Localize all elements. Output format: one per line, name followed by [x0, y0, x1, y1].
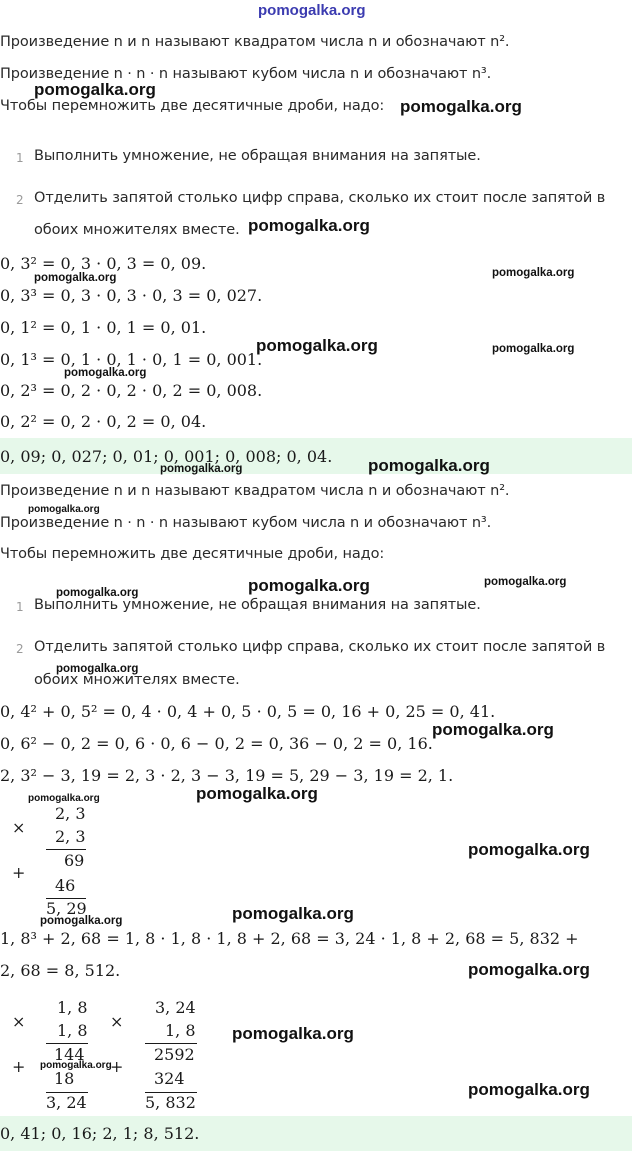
- multiplicand: 3, 24: [155, 998, 196, 1017]
- square-definition: Произведение n и n называют квадратом числа n и обозначают n².: [0, 34, 510, 50]
- watermark: pomogalka.org: [248, 576, 370, 595]
- watermark: pomogalka.org: [492, 267, 575, 279]
- watermark: pomogalka.org: [248, 216, 370, 235]
- watermark: pomogalka.org: [40, 915, 123, 927]
- answer-text: 0, 41; 0, 16; 2, 1; 8, 512.: [0, 1124, 200, 1143]
- step-number: 1: [16, 151, 24, 165]
- watermark: pomogalka.org: [232, 904, 354, 923]
- equation: 0, 1³ = 0, 1 · 0, 1 · 0, 1 = 0, 001.: [0, 350, 263, 369]
- equation: 0, 4² + 0, 5² = 0, 4 · 0, 4 + 0, 5 · 0, 5 = 0, 16 + 0, 25 = 0, 41.: [0, 702, 496, 721]
- watermark: pomogalka.org: [196, 784, 318, 803]
- watermark: pomogalka.org: [468, 1080, 590, 1099]
- equation: 0, 3³ = 0, 3 · 0, 3 · 0, 3 = 0, 027.: [0, 286, 263, 305]
- plus-sign: +: [12, 863, 26, 882]
- column-rule: [46, 849, 86, 850]
- plus-sign: +: [12, 1057, 26, 1076]
- equation: 1, 8³ + 2, 68 = 1, 8 · 1, 8 · 1, 8 + 2, 68 = 3, 24 · 1, 8 + 2, 68 = 5, 832 +: [0, 929, 579, 948]
- watermark: pomogalka.org: [400, 97, 522, 116]
- step-number: 1: [16, 600, 24, 614]
- step-text-continued: обоих множителях вместе.: [34, 672, 240, 688]
- equation: 0, 6² − 0, 2 = 0, 6 · 0, 6 − 0, 2 = 0, 36 − 0, 2 = 0, 16.: [0, 734, 433, 753]
- times-sign: ×: [110, 1012, 124, 1031]
- step-text-continued: обоих множителях вместе.: [34, 222, 240, 238]
- watermark: pomogalka.org: [492, 343, 575, 355]
- multiplier: 1, 8: [57, 1021, 88, 1040]
- times-sign: ×: [12, 818, 26, 837]
- rule-intro: Чтобы перемножить две десятичные дроби, надо:: [0, 98, 385, 114]
- partial-product: 18: [54, 1069, 75, 1088]
- watermark: pomogalka.org: [28, 793, 100, 804]
- watermark: pomogalka.org: [56, 663, 139, 675]
- multiplicand: 1, 8: [57, 998, 88, 1017]
- watermark: pomogalka.org: [34, 272, 117, 284]
- watermark-top: pomogalka.org: [258, 2, 366, 19]
- equation: 0, 2² = 0, 2 · 0, 2 = 0, 04.: [0, 412, 207, 431]
- watermark: pomogalka.org: [40, 1060, 112, 1071]
- watermark: pomogalka.org: [484, 576, 567, 588]
- watermark: pomogalka.org: [232, 1024, 354, 1043]
- equation: 0, 3² = 0, 3 · 0, 3 = 0, 09.: [0, 254, 207, 273]
- watermark: pomogalka.org: [34, 80, 156, 99]
- multiplier: 2, 3: [55, 827, 86, 846]
- watermark: pomogalka.org: [468, 840, 590, 859]
- step-text: Выполнить умножение, не обращая внимания на запятые.: [34, 148, 481, 164]
- equation: 2, 3² − 3, 19 = 2, 3 · 2, 3 − 3, 19 = 5, 29 − 3, 19 = 2, 1.: [0, 766, 454, 785]
- column-rule: [145, 1043, 197, 1044]
- step-text: Отделить запятой столько цифр справа, сколько их стоит после запятой в: [34, 190, 606, 206]
- partial-product: 324: [154, 1069, 185, 1088]
- step-text: Выполнить умножение, не обращая внимания на запятые.: [34, 597, 481, 613]
- watermark: pomogalka.org: [468, 960, 590, 979]
- equation: 0, 2³ = 0, 2 · 0, 2 · 0, 2 = 0, 008.: [0, 381, 263, 400]
- times-sign: ×: [12, 1012, 26, 1031]
- equation: 0, 1² = 0, 1 · 0, 1 = 0, 01.: [0, 318, 207, 337]
- watermark: pomogalka.org: [368, 456, 490, 475]
- multiplier: 1, 8: [165, 1021, 196, 1040]
- watermark: pomogalka.org: [56, 587, 139, 599]
- step-text: Отделить запятой столько цифр справа, сколько их стоит после запятой в: [34, 639, 606, 655]
- answer-text: 0, 09; 0, 027; 0, 01; 0, 001; 0, 008; 0, 04.: [0, 447, 333, 466]
- cube-definition: Произведение n · n · n называют кубом числа n и обозначают n³.: [0, 515, 492, 531]
- watermark: pomogalka.org: [28, 504, 100, 515]
- column-rule: [46, 1043, 88, 1044]
- watermark: pomogalka.org: [160, 463, 243, 475]
- watermark: pomogalka.org: [256, 336, 378, 355]
- plus-sign: +: [110, 1057, 124, 1076]
- square-definition: Произведение n и n называют квадратом числа n и обозначают n².: [0, 483, 510, 499]
- partial-product: 2592: [154, 1045, 195, 1064]
- partial-product: 46: [55, 876, 76, 895]
- cube-definition: Произведение n · n · n называют кубом числа n и обозначают n³.: [0, 66, 492, 82]
- partial-product: 69: [64, 851, 85, 870]
- column-result: 5, 832: [145, 1093, 196, 1112]
- equation-continued: 2, 68 = 8, 512.: [0, 961, 121, 980]
- rule-intro: Чтобы перемножить две десятичные дроби, надо:: [0, 546, 385, 562]
- watermark: pomogalka.org: [432, 720, 554, 739]
- partial-product: 144: [54, 1045, 85, 1064]
- step-number: 2: [16, 642, 24, 656]
- column-result: 3, 24: [46, 1093, 87, 1112]
- watermark: pomogalka.org: [64, 367, 147, 379]
- column-result: 5, 29: [46, 899, 87, 918]
- step-number: 2: [16, 193, 24, 207]
- multiplicand: 2, 3: [55, 804, 86, 823]
